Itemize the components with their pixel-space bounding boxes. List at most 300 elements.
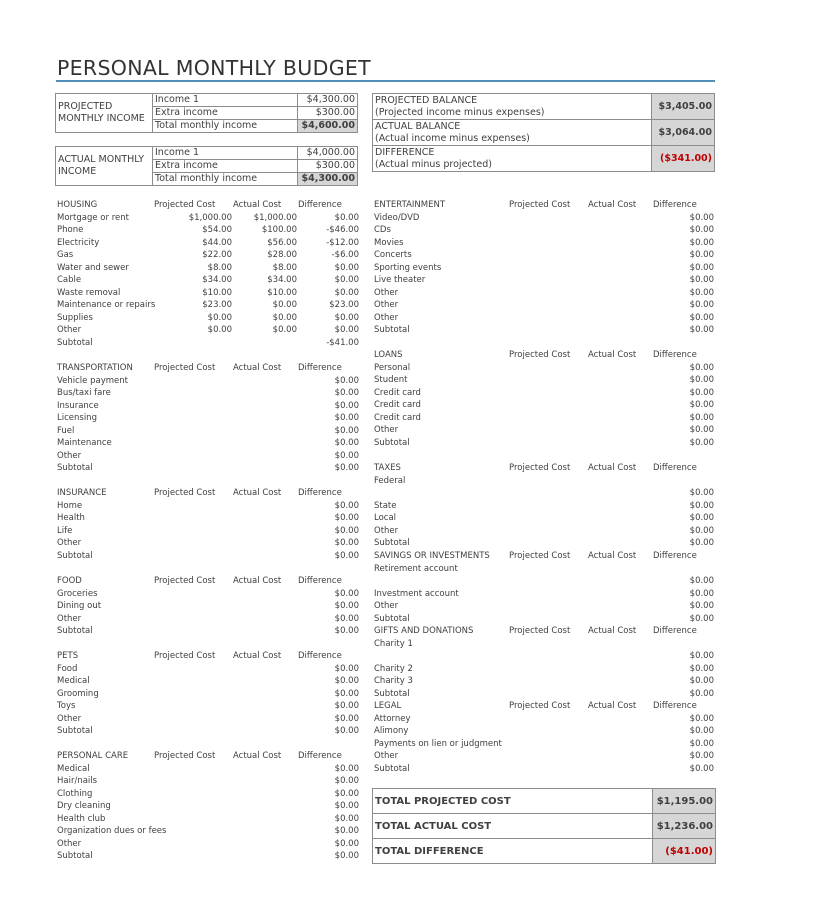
expense-row [57, 512, 402, 525]
difference-cell[interactable]: $0.00 [334, 851, 359, 861]
expense-row [374, 412, 719, 425]
expense-row [374, 324, 719, 337]
expense-label[interactable]: Maintenance or repairs [57, 300, 156, 310]
difference-header: Difference [298, 363, 342, 373]
expense-label[interactable]: Home [57, 500, 83, 511]
difference-cell[interactable]: $0.00 [334, 688, 359, 699]
actual-cost-cell[interactable]: $34.00 [267, 275, 297, 285]
difference-cell[interactable]: $0.00 [334, 325, 359, 335]
difference-cell[interactable]: $0.00 [689, 763, 714, 774]
difference-cell[interactable]: $0.00 [689, 688, 714, 699]
section-title: PETS [57, 651, 79, 661]
expense-label[interactable]: Health [57, 513, 85, 523]
difference-cell[interactable]: $0.00 [334, 838, 359, 849]
difference-cell[interactable]: $0.00 [689, 651, 714, 661]
difference-cell[interactable]: $0.00 [689, 488, 714, 498]
expense-label[interactable]: Personal [374, 362, 411, 373]
expense-label[interactable]: Charity 3 [374, 676, 413, 686]
difference-cell[interactable]: -$46.00 [326, 225, 359, 235]
expense-label[interactable]: Groceries [57, 588, 98, 599]
expense-row [57, 437, 402, 450]
difference-cell[interactable]: $0.00 [689, 513, 714, 523]
projected-cost-header: Projected Cost [154, 363, 216, 373]
actual-cost-header: Actual Cost [588, 701, 637, 711]
difference-cell[interactable]: $0.00 [689, 225, 714, 235]
projected-cost-cell[interactable]: $44.00 [202, 237, 232, 248]
expense-row [57, 262, 402, 275]
difference-cell[interactable]: $0.00 [334, 763, 359, 774]
difference-cell[interactable]: $0.00 [689, 576, 714, 586]
expense-label[interactable]: Organization dues or fees [57, 826, 167, 836]
difference-cell[interactable]: $0.00 [334, 400, 359, 411]
section-header [374, 199, 719, 212]
expense-label[interactable]: Vehicle payment [57, 375, 128, 386]
title-divider [56, 80, 715, 82]
actual-cost-header: Actual Cost [233, 488, 282, 498]
difference-cell[interactable]: $0.00 [334, 626, 359, 636]
difference-cell[interactable]: $0.00 [334, 826, 359, 836]
expense-row [57, 600, 402, 613]
income-value[interactable]: $4,300.00 [298, 94, 358, 107]
section-header [57, 487, 402, 500]
expense-label[interactable]: Licensing [57, 413, 97, 423]
section-header [57, 575, 402, 588]
expense-label[interactable]: Other [57, 613, 82, 624]
actual-balance-value[interactable]: $3,064.00 [652, 120, 715, 146]
difference-cell[interactable]: $0.00 [689, 275, 714, 285]
income-label[interactable]: Income 1 [153, 147, 298, 160]
actual-cost-cell[interactable]: $10.00 [267, 287, 297, 298]
expense-label[interactable]: Mortgage or rent [57, 212, 129, 223]
expense-row [374, 399, 719, 412]
projected-cost-header: Projected Cost [154, 576, 216, 586]
difference-cell[interactable]: $0.00 [334, 613, 359, 624]
expense-label[interactable]: Other [57, 325, 82, 335]
expense-label[interactable]: Medical [57, 763, 90, 774]
expense-label[interactable]: Dining out [57, 601, 102, 611]
section-header [57, 750, 402, 763]
balance-label: PROJECTED BALANCE (Projected income minus expenses) [373, 94, 652, 120]
expense-label[interactable]: Credit card [374, 412, 421, 423]
expense-row [374, 362, 719, 375]
actual-cost-header: Actual Cost [233, 363, 282, 373]
expense-label[interactable]: Gas [57, 250, 74, 260]
difference-cell[interactable]: $0.00 [689, 663, 714, 674]
projected-income-table [55, 93, 358, 133]
difference-cell[interactable]: $0.00 [689, 387, 714, 398]
expense-row [374, 299, 719, 312]
difference-cell[interactable]: $0.00 [334, 550, 359, 561]
difference-cell[interactable]: $0.00 [334, 450, 359, 461]
income-label[interactable]: Total monthly income [153, 173, 298, 186]
projected-cost-header: Projected Cost [154, 751, 216, 761]
projected-cost-header: Projected Cost [509, 626, 571, 636]
expense-label[interactable]: Local [374, 513, 397, 523]
expense-label[interactable]: Medical [57, 676, 90, 686]
difference-cell[interactable]: $0.00 [334, 726, 359, 736]
difference-cell[interactable]: $0.00 [334, 275, 359, 285]
difference-cell[interactable]: $0.00 [334, 375, 359, 386]
expense-row [57, 775, 402, 788]
expense-row [57, 299, 402, 312]
expense-row [374, 713, 719, 726]
expense-label[interactable]: CDs [374, 225, 391, 235]
projected-balance-value[interactable]: $3,405.00 [652, 94, 715, 120]
difference-cell[interactable]: $0.00 [334, 413, 359, 423]
expense-row [374, 725, 719, 738]
income-total-value[interactable]: $4,300.00 [298, 173, 358, 186]
actual-cost-cell[interactable]: $56.00 [267, 237, 297, 248]
difference-cell[interactable]: -$12.00 [326, 237, 359, 248]
difference-cell[interactable]: $0.00 [334, 500, 359, 511]
expense-label[interactable]: Supplies [57, 312, 93, 323]
actual-cost-cell[interactable]: $8.00 [272, 262, 297, 273]
expense-label[interactable]: Attorney [374, 713, 411, 724]
income-value[interactable]: $300.00 [298, 107, 358, 120]
projected-income-label: PROJECTED MONTHLY INCOME [56, 94, 153, 133]
difference-cell[interactable]: -$41.00 [326, 337, 359, 348]
section-header [374, 550, 719, 563]
balance-label: DIFFERENCE (Actual minus projected) [373, 146, 652, 172]
total-difference-value[interactable]: ($41.00) [653, 839, 716, 864]
total-actual-value[interactable]: $1,236.00 [653, 814, 716, 839]
projected-cost-cell[interactable]: $22.00 [202, 250, 232, 260]
expense-label[interactable]: Subtotal [57, 851, 93, 861]
difference-cell[interactable]: $0.00 [689, 726, 714, 736]
actual-cost-header: Actual Cost [588, 200, 637, 210]
difference-cell[interactable]: $0.00 [689, 751, 714, 761]
expense-label[interactable]: Cable [57, 275, 82, 285]
expense-label[interactable]: Other [374, 312, 399, 323]
expense-row [57, 387, 402, 400]
difference-cell[interactable]: $0.00 [689, 588, 714, 599]
expense-label[interactable]: Federal [374, 475, 406, 486]
expense-label[interactable]: Subtotal [57, 550, 93, 561]
section-header [57, 199, 402, 212]
expense-row [374, 688, 719, 701]
actual-cost-header: Actual Cost [588, 551, 637, 561]
expense-row [374, 212, 719, 225]
expense-label[interactable]: Dry cleaning [57, 801, 111, 811]
balance-label: ACTUAL BALANCE (Actual income minus expenses) [373, 120, 652, 146]
difference-cell[interactable]: $0.00 [689, 287, 714, 298]
difference-cell[interactable]: $0.00 [334, 438, 359, 448]
difference-cell[interactable]: $0.00 [689, 312, 714, 323]
expense-row [374, 487, 719, 500]
difference-cell[interactable]: $0.00 [689, 250, 714, 260]
expense-label[interactable]: Clothing [57, 788, 93, 799]
expense-row [57, 462, 402, 475]
difference-cell[interactable]: $0.00 [689, 500, 714, 511]
difference-header: Difference [653, 551, 697, 561]
expense-label[interactable]: Subtotal [374, 763, 410, 774]
expense-row [57, 312, 402, 325]
expense-row [374, 312, 719, 325]
projected-cost-cell[interactable]: $8.00 [207, 262, 232, 273]
total-projected-value[interactable]: $1,195.00 [653, 789, 716, 814]
difference-cell[interactable]: $0.00 [689, 412, 714, 423]
expense-label[interactable]: Other [374, 751, 399, 761]
difference-cell[interactable]: $0.00 [689, 738, 714, 749]
expense-label[interactable]: Credit card [374, 387, 421, 398]
expense-label[interactable]: Fuel [57, 425, 75, 436]
expense-label[interactable]: Charity 1 [374, 638, 413, 649]
difference-cell[interactable]: $0.00 [334, 463, 359, 473]
difference-cell[interactable]: $0.00 [689, 362, 714, 373]
expense-row [57, 287, 402, 300]
expense-label[interactable]: Retirement account [374, 563, 458, 574]
actual-cost-header: Actual Cost [588, 350, 637, 360]
difference-cell[interactable]: $0.00 [334, 701, 359, 711]
actual-cost-header: Actual Cost [233, 200, 282, 210]
actual-income-table [55, 146, 358, 186]
projected-cost-cell[interactable]: $34.00 [202, 275, 232, 285]
expense-row [57, 500, 402, 513]
difference-cell[interactable]: $0.00 [689, 375, 714, 385]
actual-income-label: ACTUAL MONTHLY INCOME [56, 147, 153, 186]
expense-row [374, 437, 719, 450]
difference-cell[interactable]: $0.00 [689, 400, 714, 410]
difference-cell[interactable]: $0.00 [689, 300, 714, 310]
income-total-value[interactable]: $4,600.00 [298, 120, 358, 133]
difference-cell[interactable]: $0.00 [689, 613, 714, 624]
income-label[interactable]: Extra income [153, 160, 298, 173]
difference-header: Difference [653, 200, 697, 210]
difference-cell[interactable]: $0.00 [334, 801, 359, 811]
expense-label[interactable]: Subtotal [57, 726, 93, 736]
expense-label[interactable]: Subtotal [374, 538, 410, 548]
difference-header: Difference [298, 751, 342, 761]
expense-row [374, 274, 719, 287]
expense-label[interactable]: Subtotal [374, 325, 410, 335]
expense-label[interactable]: Maintenance [57, 438, 112, 448]
expense-row [374, 663, 719, 676]
expense-label[interactable]: Food [57, 663, 78, 674]
expense-label[interactable]: Subtotal [57, 463, 93, 473]
projected-cost-cell[interactable]: $0.00 [207, 325, 232, 335]
difference-cell[interactable]: $0.00 [689, 676, 714, 686]
difference-cell[interactable]: $0.00 [334, 776, 359, 786]
section-title: FOOD [57, 576, 82, 586]
difference-cell[interactable]: $0.00 [334, 788, 359, 799]
difference-header: Difference [298, 576, 342, 586]
projected-cost-cell[interactable]: $0.00 [207, 312, 232, 323]
difference-cell[interactable]: -$6.00 [331, 250, 359, 260]
expense-row [57, 212, 402, 225]
difference-cell[interactable]: $0.00 [334, 312, 359, 323]
expense-label[interactable]: Other [374, 300, 399, 310]
expense-row [57, 813, 402, 826]
difference-cell[interactable]: $0.00 [689, 237, 714, 248]
section-title: GIFTS AND DONATIONS [374, 626, 474, 636]
section-header [57, 362, 402, 375]
expense-label[interactable]: Hair/nails [57, 776, 98, 786]
actual-cost-cell[interactable]: $100.00 [261, 225, 297, 235]
expense-row [57, 663, 402, 676]
expense-row [57, 850, 402, 863]
difference-cell[interactable]: $0.00 [334, 813, 359, 824]
section-title: TAXES [374, 463, 401, 473]
expense-row [57, 713, 402, 726]
difference-header: Difference [298, 651, 342, 661]
expense-label[interactable]: Alimony [374, 726, 409, 736]
difference-cell[interactable]: $0.00 [334, 425, 359, 436]
expense-label[interactable]: Health club [57, 813, 106, 824]
expense-label[interactable]: Bus/taxi fare [57, 388, 111, 398]
projected-cost-cell[interactable]: $1,000.00 [188, 212, 232, 223]
projected-cost-header: Projected Cost [509, 701, 571, 711]
expense-row [374, 575, 719, 588]
actual-cost-header: Actual Cost [233, 576, 282, 586]
section-header [374, 700, 719, 713]
difference-value[interactable]: ($341.00) [652, 146, 715, 172]
expense-label[interactable]: Video/DVD [374, 212, 420, 223]
difference-cell[interactable]: $0.00 [689, 713, 714, 724]
expense-row [57, 800, 402, 813]
total-projected-label: TOTAL PROJECTED COST [373, 789, 653, 814]
expense-row [57, 688, 402, 701]
actual-cost-cell[interactable]: $28.00 [267, 250, 297, 260]
expense-label[interactable]: Investment account [374, 588, 459, 599]
income-label[interactable]: Total monthly income [153, 120, 298, 133]
difference-cell[interactable]: $0.00 [334, 212, 359, 223]
difference-cell[interactable]: $0.00 [334, 287, 359, 298]
actual-cost-cell[interactable]: $0.00 [272, 325, 297, 335]
expense-label[interactable]: Subtotal [374, 437, 410, 448]
expense-row [57, 588, 402, 601]
expense-label[interactable]: Other [374, 601, 399, 611]
expense-label[interactable]: Subtotal [57, 626, 93, 636]
expense-row [57, 237, 402, 250]
expense-row [57, 324, 402, 337]
difference-cell[interactable]: $23.00 [329, 300, 359, 310]
projected-cost-header: Projected Cost [154, 200, 216, 210]
balance-table [372, 93, 715, 172]
expense-label[interactable]: Other [57, 450, 82, 461]
expense-row [374, 262, 719, 275]
section-title: HOUSING [57, 200, 98, 210]
expense-label[interactable]: Movies [374, 237, 404, 248]
expense-row [374, 525, 719, 538]
expense-row [57, 412, 402, 425]
difference-cell[interactable]: $0.00 [334, 588, 359, 599]
difference-cell[interactable]: $0.00 [334, 388, 359, 398]
expense-label[interactable]: Sporting events [374, 262, 442, 273]
income-label[interactable]: Income 1 [153, 94, 298, 107]
expense-row [57, 825, 402, 838]
difference-header: Difference [653, 626, 697, 636]
expense-label[interactable]: Other [57, 538, 82, 548]
difference-cell[interactable]: $0.00 [334, 601, 359, 611]
income-label[interactable]: Extra income [153, 107, 298, 120]
expense-label[interactable]: Water and sewer [57, 262, 129, 273]
actual-cost-cell[interactable]: $0.00 [272, 312, 297, 323]
expense-label[interactable]: Subtotal [374, 688, 410, 699]
difference-cell[interactable]: $0.00 [334, 525, 359, 536]
section-title: LOANS [374, 350, 403, 360]
actual-cost-header: Actual Cost [233, 751, 282, 761]
section-title: LEGAL [374, 701, 402, 711]
difference-header: Difference [653, 701, 697, 711]
expense-label[interactable]: Other [374, 525, 399, 536]
difference-cell[interactable]: $0.00 [334, 513, 359, 523]
expense-row [374, 475, 719, 488]
expense-label[interactable]: Other [374, 287, 399, 298]
expense-label[interactable]: Live theater [374, 275, 426, 285]
difference-cell[interactable]: $0.00 [689, 212, 714, 223]
expense-label[interactable]: Charity 2 [374, 663, 413, 674]
expense-row [57, 725, 402, 738]
difference-cell[interactable]: $0.00 [689, 538, 714, 548]
expense-label[interactable]: Credit card [374, 400, 421, 410]
section-header [57, 650, 402, 663]
expense-label[interactable]: Concerts [374, 250, 412, 260]
expense-row [57, 400, 402, 413]
projected-cost-cell[interactable]: $54.00 [202, 225, 232, 235]
section-header [374, 625, 719, 638]
expense-label[interactable]: Student [374, 375, 408, 385]
expense-row [57, 224, 402, 237]
expense-row [374, 424, 719, 437]
difference-cell[interactable]: $0.00 [334, 262, 359, 273]
expense-row [57, 274, 402, 287]
expense-label[interactable]: Other [374, 425, 399, 435]
expense-row [57, 525, 402, 538]
expense-label[interactable]: Electricity [57, 237, 100, 248]
expense-row [374, 563, 719, 576]
difference-cell[interactable]: $0.00 [334, 663, 359, 674]
expense-label[interactable]: Waste removal [57, 287, 121, 298]
difference-cell[interactable]: $0.00 [689, 437, 714, 448]
expense-label[interactable]: Phone [57, 225, 84, 235]
income-value[interactable]: $300.00 [298, 160, 358, 173]
section-header [374, 462, 719, 475]
projected-cost-cell[interactable]: $23.00 [202, 300, 232, 310]
actual-cost-header: Actual Cost [588, 626, 637, 636]
expense-label[interactable]: Subtotal [57, 337, 93, 348]
income-value[interactable]: $4,000.00 [298, 147, 358, 160]
section-title: TRANSPORTATION [57, 363, 133, 373]
actual-cost-cell[interactable]: $1,000.00 [253, 212, 297, 223]
difference-cell[interactable]: $0.00 [689, 601, 714, 611]
expense-row [374, 588, 719, 601]
difference-cell[interactable]: $0.00 [334, 713, 359, 724]
expense-label[interactable]: Payments on lien or judgment [374, 738, 502, 749]
difference-cell[interactable]: $0.00 [689, 262, 714, 273]
expense-row [374, 237, 719, 250]
section-title: SAVINGS OR INVESTMENTS [374, 551, 490, 561]
difference-cell[interactable]: $0.00 [334, 676, 359, 686]
difference-cell[interactable]: $0.00 [689, 525, 714, 536]
expense-label[interactable]: Subtotal [374, 613, 410, 624]
expense-label[interactable]: State [374, 500, 397, 511]
actual-cost-cell[interactable]: $0.00 [272, 300, 297, 310]
projected-cost-cell[interactable]: $10.00 [202, 287, 232, 298]
expense-label[interactable]: Grooming [57, 688, 99, 699]
difference-cell[interactable]: $0.00 [334, 538, 359, 548]
expense-row [374, 613, 719, 626]
difference-cell[interactable]: $0.00 [689, 325, 714, 335]
expense-label[interactable]: Insurance [57, 400, 99, 411]
expense-label[interactable]: Other [57, 838, 82, 849]
totals-table [372, 788, 716, 864]
expense-label[interactable]: Other [57, 713, 82, 724]
difference-cell[interactable]: $0.00 [689, 425, 714, 435]
expense-label[interactable]: Life [57, 525, 73, 536]
expense-row [57, 838, 402, 851]
projected-cost-header: Projected Cost [154, 651, 216, 661]
expense-label[interactable]: Toys [57, 701, 76, 711]
